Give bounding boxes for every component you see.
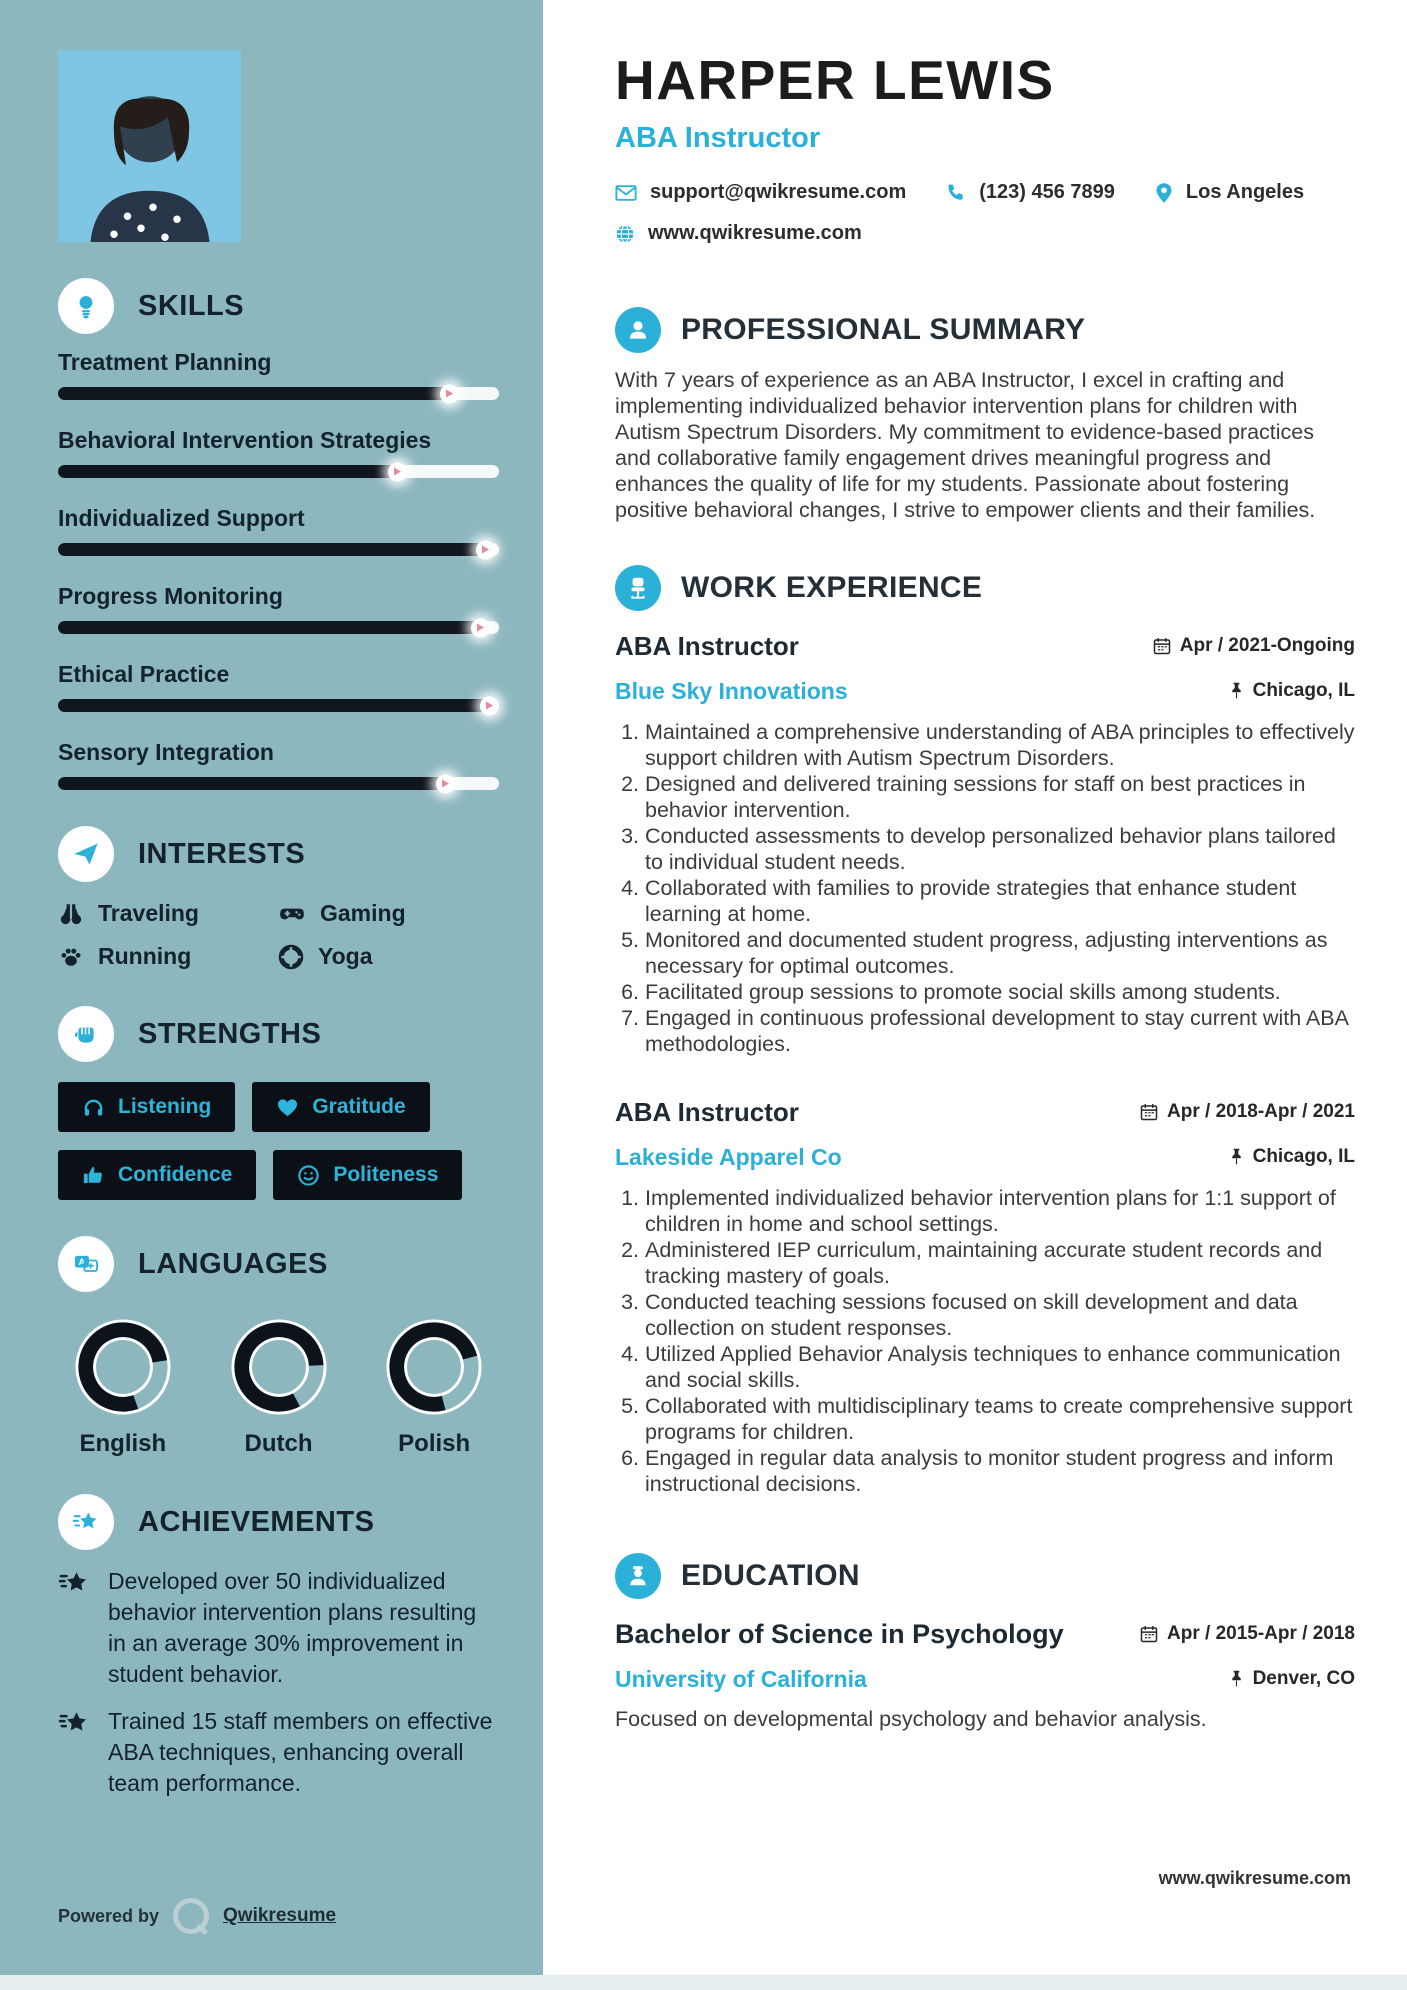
strength-chip xyxy=(58,1150,256,1200)
job-bullets xyxy=(615,719,1355,1057)
shooting-star-icon xyxy=(58,1566,92,1690)
footer-site-url: www.qwikresume.com xyxy=(1158,1868,1351,1888)
bullet: 1. Implemented individualized behavior intervention plans for 1:1 support of children in home and school settings. xyxy=(645,1185,1355,1237)
phone-text: (123) 456 7899 xyxy=(979,181,1115,203)
contact-row-2 xyxy=(615,222,1355,245)
job-dates xyxy=(1140,1101,1355,1123)
dates-text: Apr / 2021-Ongoing xyxy=(1179,635,1355,656)
bullet: 4. Utilized Applied Behavior Analysis techniques to enhance communication and social skills. xyxy=(645,1341,1355,1393)
person-icon xyxy=(615,307,661,353)
bullet: 6. Facilitated group sessions to promote social skills among students. xyxy=(645,979,1355,1005)
slider-thumb[interactable] xyxy=(480,696,499,715)
paper-plane-icon xyxy=(58,826,114,882)
dates-text: Apr / 2018-Apr / 2021 xyxy=(1167,1101,1355,1122)
contact-email[interactable] xyxy=(615,181,906,204)
contact-phone[interactable] xyxy=(946,181,1115,204)
qwikresume-link[interactable]: Qwikresume xyxy=(223,1905,337,1926)
language-label: Dutch xyxy=(244,1430,313,1457)
contact-row-1 xyxy=(615,181,1355,204)
job-bullets xyxy=(615,1185,1355,1497)
calendar-icon xyxy=(1153,637,1171,655)
skill-bar xyxy=(58,621,499,634)
location-text: Chicago, IL xyxy=(1252,1145,1355,1167)
calendar-icon xyxy=(1140,1625,1158,1643)
skill-label: Progress Monitoring xyxy=(58,583,283,609)
location-text: Denver, CO xyxy=(1252,1667,1355,1689)
skill-bar xyxy=(58,387,499,400)
fist-icon xyxy=(58,1006,114,1062)
experience-section xyxy=(615,565,1355,1497)
profile-photo xyxy=(58,50,241,242)
achievement-item xyxy=(58,1566,499,1690)
job-title: ABA Instructor xyxy=(615,1097,799,1127)
skill-label: Treatment Planning xyxy=(58,349,272,375)
education-dates xyxy=(1140,1623,1355,1645)
interest-label: Traveling xyxy=(98,900,199,926)
location-text: Chicago, IL xyxy=(1252,679,1355,701)
education-location xyxy=(1229,1668,1355,1690)
slider-thumb[interactable] xyxy=(471,618,490,637)
slider-thumb[interactable] xyxy=(436,774,455,793)
education-description: Focused on developmental psychology and behavior analysis. xyxy=(615,1707,1207,1731)
phone-icon xyxy=(946,183,966,203)
skill-label: Individualized Support xyxy=(58,505,305,531)
skill-bar xyxy=(58,543,499,556)
dates-text: Apr / 2015-Apr / 2018 xyxy=(1167,1623,1355,1644)
strengths-heading: STRENGTHS xyxy=(138,1017,322,1050)
translate-icon xyxy=(58,1236,114,1292)
job-location xyxy=(1229,680,1355,702)
shooting-star-icon xyxy=(58,1706,92,1799)
skills-section xyxy=(58,278,499,790)
strength-chip xyxy=(273,1150,462,1200)
school-name: University of California xyxy=(615,1666,867,1692)
skill-row xyxy=(58,349,499,400)
slider-thumb[interactable] xyxy=(388,462,407,481)
gamepad-icon xyxy=(278,901,306,927)
languages-heading: LANGUAGES xyxy=(138,1247,328,1280)
sidebar xyxy=(0,0,543,1990)
lightbulb-icon xyxy=(58,278,114,334)
interest-label: Gaming xyxy=(320,900,406,926)
slider-thumb[interactable] xyxy=(476,540,495,559)
location-text: Los Angeles xyxy=(1185,181,1305,203)
job-company: Lakeside Apparel Co xyxy=(615,1144,842,1170)
language-donut xyxy=(385,1318,483,1416)
education-section xyxy=(615,1553,1355,1732)
experience-heading: WORK EXPERIENCE xyxy=(681,571,983,604)
map-pin-icon xyxy=(1155,182,1173,204)
interest-label: Yoga xyxy=(318,943,373,969)
skills-heading: SKILLS xyxy=(138,289,245,322)
bullet: 2. Administered IEP curriculum, maintaining accurate student records and tracking mastery of goals. xyxy=(645,1237,1355,1289)
contact-location xyxy=(1155,181,1304,204)
job-title: ABA Instructor xyxy=(615,631,799,661)
paw-icon xyxy=(58,944,84,970)
skill-bar xyxy=(58,699,499,712)
bullet: 6. Engaged in regular data analysis to monitor student progress and inform instructional decisions. xyxy=(645,1445,1355,1497)
candidate-name: HARPER LEWIS xyxy=(615,49,1055,111)
achievements-section xyxy=(58,1494,499,1799)
graduate-icon xyxy=(615,1553,661,1599)
svg-text:A: A xyxy=(78,1256,86,1267)
language-donut xyxy=(230,1318,328,1416)
strength-chip xyxy=(58,1082,235,1132)
achievement-text: Trained 15 staff members on effective ABA techniques, enhancing overall team performance. xyxy=(108,1708,493,1796)
education-heading: EDUCATION xyxy=(681,1559,860,1592)
bullet: 2. Designed and delivered training sessions for staff on best practices in behavior intervention. xyxy=(645,771,1355,823)
bullet: 3. Conducted assessments to develop personalized behavior plans tailored to individual student needs. xyxy=(645,823,1355,875)
skill-row xyxy=(58,427,499,478)
strengths-section xyxy=(58,1006,499,1200)
powered-by xyxy=(58,1898,336,1934)
job-location xyxy=(1229,1146,1355,1168)
pushpin-icon xyxy=(1229,1670,1244,1687)
skill-bar xyxy=(58,777,499,790)
heart-icon xyxy=(276,1096,299,1119)
smiley-icon xyxy=(297,1164,320,1187)
language-label: English xyxy=(79,1430,167,1457)
envelope-icon xyxy=(615,184,637,202)
bullet: 7. Engaged in continuous professional development to stay current with ABA methodologies. xyxy=(645,1005,1355,1057)
bullet: 1. Maintained a comprehensive understanding of ABA principles to effectively support children with Autism Spectrum Disorders. xyxy=(645,719,1355,771)
language-label: Polish xyxy=(398,1430,471,1457)
website-text: www.qwikresume.com xyxy=(648,222,862,244)
globe-icon xyxy=(615,224,635,244)
job-dates xyxy=(1153,635,1355,657)
pushpin-icon xyxy=(1229,682,1244,699)
interest-item xyxy=(58,900,278,927)
chip-label: Politeness xyxy=(333,1163,439,1186)
interest-item xyxy=(278,900,499,927)
pushpin-icon xyxy=(1229,1148,1244,1165)
strength-chip xyxy=(252,1082,429,1132)
summary-text: With 7 years of experience as an ABA Instructor, I excel in crafting and implementing individualized behavior intervention plans for children with Autism Spectrum Disorders. My commitment to evidence-based practices and collaborative family engagement drives meaningful progress and enhances the quality of life for my students. Passionate about fostering positive behavioral changes, I strive to empower clients and their families. xyxy=(615,368,1316,522)
candidate-title: ABA Instructor xyxy=(615,122,821,154)
person-silhouette-icon xyxy=(75,78,225,242)
calendar-icon xyxy=(1140,1103,1158,1121)
job-entry xyxy=(615,631,1355,1057)
powered-by-label: Powered by xyxy=(58,1905,160,1926)
summary-section xyxy=(615,307,1355,523)
skill-label: Behavioral Intervention Strategies xyxy=(58,427,432,453)
email-text: support@qwikresume.com xyxy=(650,181,907,203)
page-bottom-edge xyxy=(0,1975,1407,1990)
degree-title: Bachelor of Science in Psychology xyxy=(615,1619,1064,1649)
language-item xyxy=(369,1318,499,1458)
job-entry xyxy=(615,1097,1355,1497)
office-chair-icon xyxy=(615,565,661,611)
shooting-star-icon xyxy=(58,1494,114,1550)
contact-website[interactable] xyxy=(615,222,862,245)
thumbs-up-icon xyxy=(82,1164,105,1187)
qwikresume-logo xyxy=(173,1898,209,1934)
bullet: 5. Monitored and documented student progress, adjusting interventions as necessary for optimal outcomes. xyxy=(645,927,1355,979)
languages-section xyxy=(58,1236,499,1458)
language-item xyxy=(58,1318,188,1458)
bullet: 4. Collaborated with families to provide strategies that enhance student learning at home. xyxy=(645,875,1355,927)
chip-label: Gratitude xyxy=(312,1095,406,1118)
binoculars-icon xyxy=(58,901,84,927)
skill-row xyxy=(58,661,499,712)
bullet: 3. Conducted teaching sessions focused on skill development and data collection on student responses. xyxy=(645,1289,1355,1341)
skill-bar xyxy=(58,465,499,478)
slider-thumb[interactable] xyxy=(440,384,459,403)
achievements-heading: ACHIEVEMENTS xyxy=(138,1505,375,1538)
summary-heading: PROFESSIONAL SUMMARY xyxy=(681,313,1086,346)
interest-item xyxy=(58,943,278,970)
chip-label: Confidence xyxy=(118,1163,233,1186)
headphones-icon xyxy=(82,1096,105,1119)
life-ring-icon xyxy=(278,944,304,970)
interest-item xyxy=(278,943,499,970)
interests-section xyxy=(58,826,499,970)
achievement-text: Developed over 50 individualized behavior intervention plans resulting in an average 30% improvement in student behavior. xyxy=(108,1568,477,1687)
main-content xyxy=(543,0,1407,1990)
skill-label: Ethical Practice xyxy=(58,661,230,687)
skill-row xyxy=(58,739,499,790)
chip-label: Listening xyxy=(118,1095,212,1118)
language-donut xyxy=(74,1318,172,1416)
interest-label: Running xyxy=(98,943,192,969)
skill-label: Sensory Integration xyxy=(58,739,274,765)
language-item xyxy=(214,1318,344,1458)
bullet: 5. Collaborated with multidisciplinary teams to create comprehensive support programs for children. xyxy=(645,1393,1355,1445)
skill-row xyxy=(58,583,499,634)
achievement-item xyxy=(58,1706,499,1799)
job-company: Blue Sky Innovations xyxy=(615,678,848,704)
interests-heading: INTERESTS xyxy=(138,837,306,870)
education-entry xyxy=(615,1619,1355,1732)
skill-row xyxy=(58,505,499,556)
